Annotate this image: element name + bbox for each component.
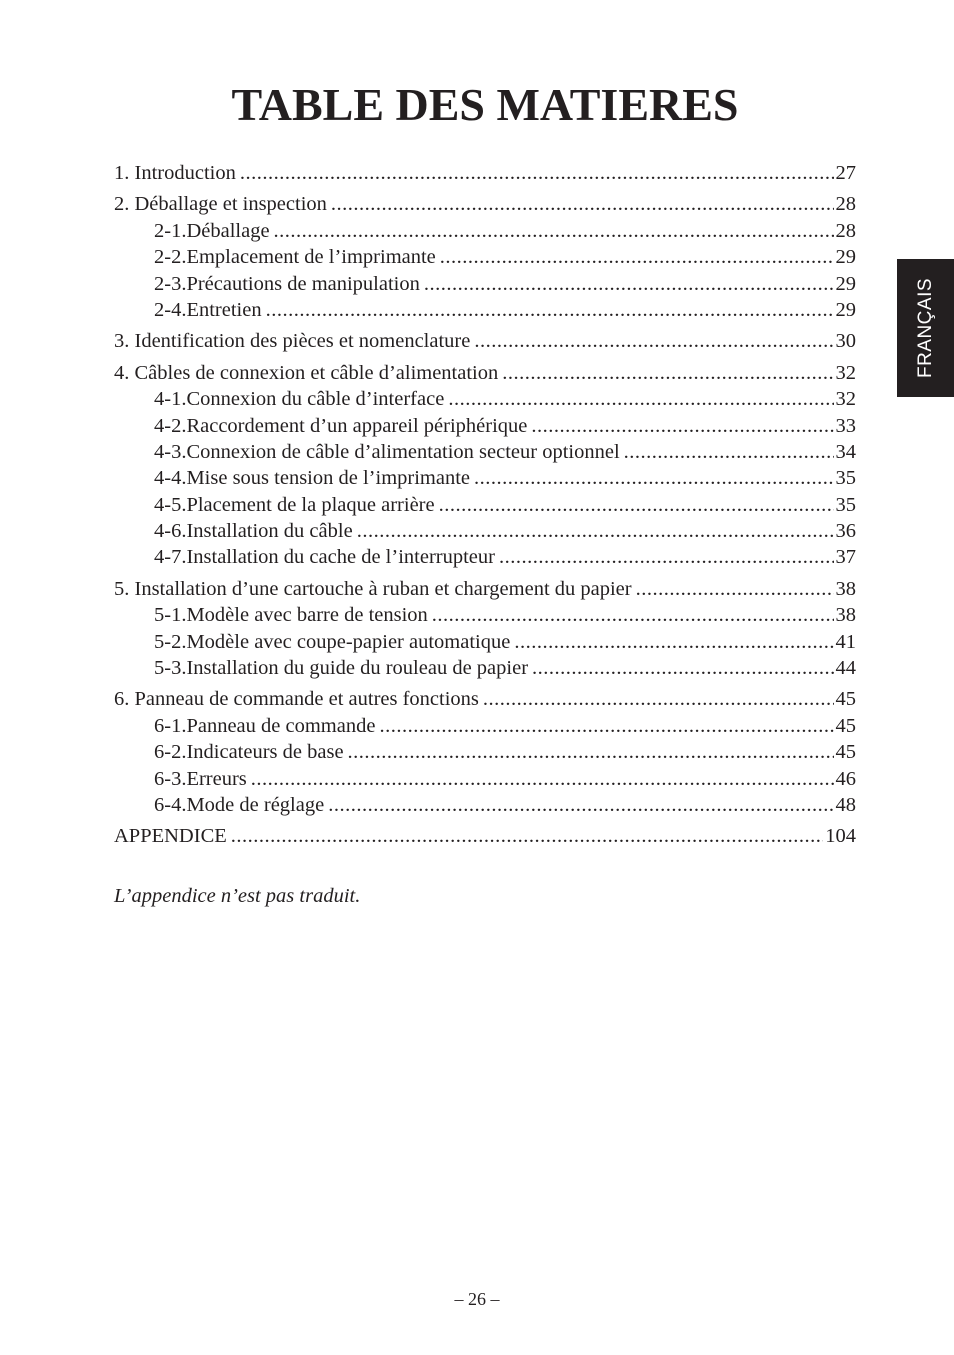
- toc-subentry: [114, 386, 856, 412]
- toc-page-number: 38: [835, 577, 856, 600]
- toc-number: 2-2.: [154, 246, 187, 269]
- toc-subentry: [114, 766, 856, 792]
- toc-leader-dots: [424, 271, 834, 297]
- toc-label: Emplacement de l’imprimante: [186, 246, 436, 269]
- toc-page-number: 48: [835, 793, 856, 816]
- toc-leader-dots: [514, 629, 833, 655]
- toc-leader-dots: [532, 655, 833, 681]
- toc-number: 4-7.: [154, 546, 187, 569]
- toc-label: Précautions de manipulation: [186, 272, 420, 295]
- toc-subentry: [114, 413, 856, 439]
- appendix-note: L’appendice n’est pas traduit.: [114, 885, 361, 907]
- toc-page-number: 36: [835, 520, 856, 543]
- toc-entry: [114, 576, 856, 602]
- toc-label: Mise sous tension de l’imprimante: [186, 467, 470, 490]
- toc-label: Installation du cache de l’interrupteur: [186, 546, 495, 569]
- toc-page-number: 104: [825, 825, 856, 848]
- toc-leader-dots: [448, 386, 833, 412]
- toc-number: 4-6.: [154, 520, 187, 543]
- toc-number: 4-5.: [154, 493, 187, 516]
- toc-page-number: 35: [835, 493, 856, 516]
- table-of-contents: [114, 160, 856, 850]
- toc-subentry: [114, 713, 856, 739]
- toc-subentry: [114, 439, 856, 465]
- toc-entry: [114, 191, 856, 217]
- toc-label: Identification des pièces et nomenclature: [134, 330, 471, 353]
- toc-label: Introduction: [134, 162, 236, 184]
- toc-leader-dots: [502, 360, 833, 386]
- toc-number: 5-3.: [154, 657, 187, 680]
- toc-subentry: [114, 655, 856, 681]
- toc-page-number: 28: [835, 193, 856, 216]
- toc-subentry: [114, 244, 856, 270]
- toc-page-number: 29: [835, 246, 856, 269]
- toc-number: 4-1.: [154, 388, 187, 411]
- toc-page-number: 44: [835, 657, 856, 680]
- toc-leader-dots: [331, 191, 834, 217]
- toc-number: 3.: [114, 330, 130, 353]
- toc-entry: [114, 823, 856, 849]
- toc-leader-dots: [432, 602, 834, 628]
- page-title: TABLE DES MATIERES: [231, 79, 739, 130]
- toc-page-number: 45: [835, 741, 856, 764]
- toc-subentry: [114, 218, 856, 244]
- toc-subentry: [114, 629, 856, 655]
- toc-page-number: 27: [835, 162, 856, 184]
- toc-entry: [114, 328, 856, 354]
- language-tab-label: FRANÇAIS: [914, 277, 936, 379]
- toc-page-number: 45: [835, 688, 856, 711]
- toc-leader-dots: [474, 328, 833, 354]
- toc-subentry: [114, 602, 856, 628]
- toc-number: 6-2.: [154, 741, 187, 764]
- toc-leader-dots: [251, 766, 834, 792]
- toc-subentry: [114, 465, 856, 491]
- toc-label: Indicateurs de base: [186, 741, 344, 764]
- toc-subentry: [114, 739, 856, 765]
- toc-entry: [114, 160, 856, 186]
- toc-leader-dots: [357, 518, 834, 544]
- toc-page-number: 29: [835, 298, 856, 321]
- toc-leader-dots: [379, 713, 833, 739]
- toc-subentry: [114, 544, 856, 570]
- toc-label: APPENDICE: [114, 825, 227, 848]
- toc-number: 4-2.: [154, 414, 187, 437]
- toc-page-number: 46: [835, 767, 856, 790]
- toc-leader-dots: [266, 297, 834, 323]
- toc-label: Panneau de commande: [186, 714, 376, 737]
- toc-label: Entretien: [186, 298, 262, 321]
- toc-leader-dots: [440, 244, 834, 270]
- toc-label: Installation du câble: [186, 520, 353, 543]
- toc-number: 5-2.: [154, 630, 187, 653]
- toc-page-number: 32: [835, 361, 856, 384]
- toc-leader-dots: [474, 465, 834, 491]
- toc-entry: [114, 360, 856, 386]
- toc-label: Modèle avec coupe-papier automatique: [186, 630, 511, 653]
- toc-label: Déballage et inspection: [134, 193, 327, 216]
- toc-number: 2.: [114, 193, 130, 216]
- toc-number: 6-1.: [154, 714, 187, 737]
- toc-page-number: 37: [835, 546, 856, 569]
- toc-label: Installation du guide du rouleau de papier: [186, 657, 529, 680]
- toc-subentry: [114, 271, 856, 297]
- toc-number: 5-1.: [154, 604, 187, 627]
- toc-page-number: 28: [835, 219, 856, 242]
- toc-leader-dots: [328, 792, 833, 818]
- toc-label: Déballage: [186, 219, 270, 242]
- toc-leader-dots: [439, 492, 834, 518]
- toc-label: Connexion de câble d’alimentation secteur optionnel: [186, 440, 620, 463]
- toc-page-number: 34: [835, 440, 856, 463]
- toc-label: Connexion du câble d’interface: [186, 388, 445, 411]
- toc-label: Modèle avec barre de tension: [186, 604, 428, 627]
- toc-leader-dots: [348, 739, 834, 765]
- toc-leader-dots: [240, 160, 834, 186]
- toc-number: 2-4.: [154, 298, 187, 321]
- toc-leader-dots: [636, 576, 834, 602]
- toc-page-number: 32: [835, 388, 856, 411]
- toc-label: Raccordement d’un appareil périphérique: [186, 414, 528, 437]
- toc-label: Mode de réglage: [186, 793, 325, 816]
- toc-label: Placement de la plaque arrière: [186, 493, 435, 516]
- toc-leader-dots: [531, 413, 833, 439]
- toc-subentry: [114, 297, 856, 323]
- toc-number: 2-1.: [154, 219, 187, 242]
- toc-entry: [114, 686, 856, 712]
- toc-number: 4-3.: [154, 440, 187, 463]
- toc-leader-dots: [483, 686, 834, 712]
- toc-leader-dots: [274, 218, 834, 244]
- toc-subentry: [114, 518, 856, 544]
- toc-number: 4.: [114, 361, 130, 384]
- toc-number: 6.: [114, 688, 130, 711]
- toc-subentry: [114, 792, 856, 818]
- toc-page-number: 41: [835, 630, 856, 653]
- toc-leader-dots: [499, 544, 834, 570]
- toc-number: 1.: [114, 162, 130, 184]
- toc-label: Panneau de commande et autres fonctions: [134, 688, 479, 711]
- toc-label: Câbles de connexion et câble d’alimentation: [134, 361, 499, 384]
- toc-leader-dots: [231, 823, 823, 849]
- toc-page-number: 45: [835, 714, 856, 737]
- toc-number: 2-3.: [154, 272, 187, 295]
- page-number: – 26 –: [454, 1289, 500, 1309]
- toc-page-number: 30: [835, 330, 856, 353]
- toc-number: 4-4.: [154, 467, 187, 490]
- toc-number: 6-4.: [154, 793, 187, 816]
- toc-label: Installation d’une cartouche à ruban et chargement du papier: [134, 577, 632, 600]
- toc-page-number: 29: [835, 272, 856, 295]
- language-tab: [897, 259, 954, 397]
- toc-number: 5.: [114, 577, 130, 600]
- toc-page-number: 38: [835, 604, 856, 627]
- toc-page-number: 35: [835, 467, 856, 490]
- toc-leader-dots: [624, 439, 834, 465]
- toc-subentry: [114, 492, 856, 518]
- toc-number: 6-3.: [154, 767, 187, 790]
- toc-page-number: 33: [835, 414, 856, 437]
- toc-label: Erreurs: [186, 767, 247, 790]
